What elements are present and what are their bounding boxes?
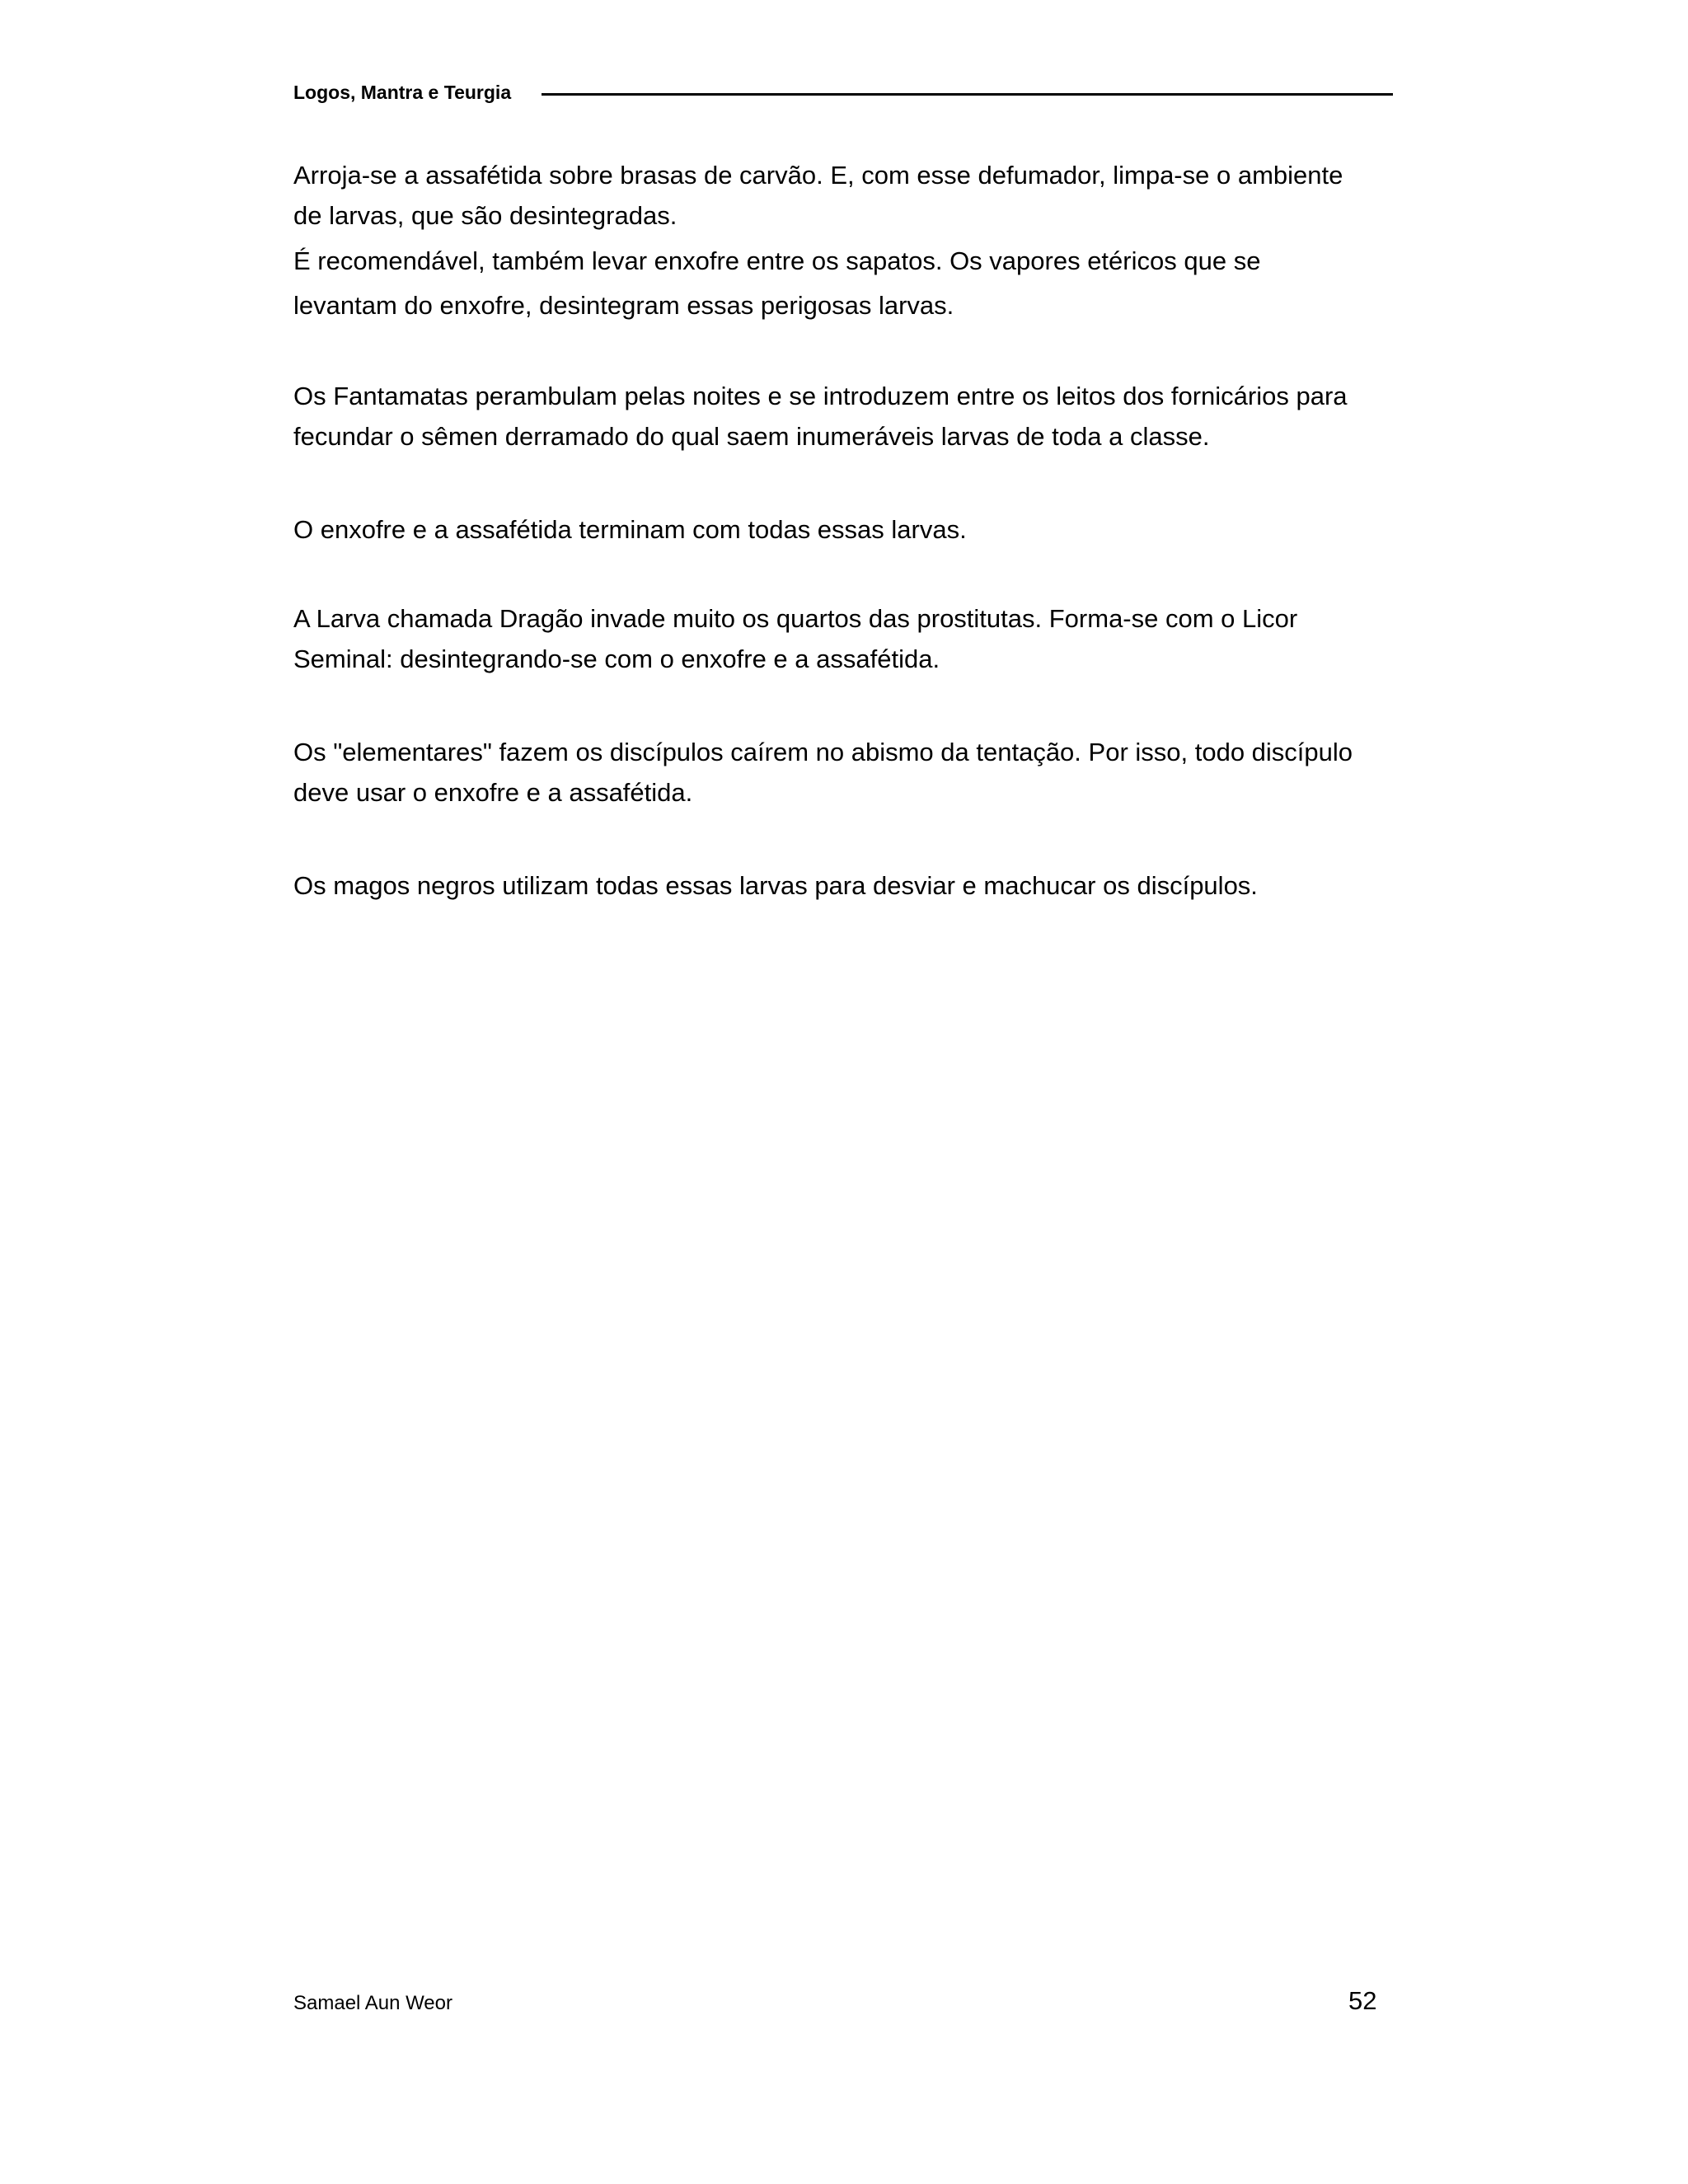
paragraph: Os Fantamatas perambulam pelas noites e se introduzem entre os leitos dos fornicários para fecundar o sêmen derramado do qual saem inumeráveis larvas de toda a classe. — [293, 382, 1348, 451]
paragraph: Os "elementares" fazem os discípulos caírem no abismo da tentação. Por isso, todo discípulo deve usar o enxofre e a assafétida. — [293, 738, 1353, 807]
header-rule — [542, 93, 1393, 96]
paragraph: É recomendável, também levar enxofre entre os sapatos. Os vapores etéricos que se levantam do enxofre, desintegram essas perigosas larvas. — [293, 246, 1261, 320]
page-number: 52 — [1348, 1986, 1377, 2015]
page-body — [293, 155, 1357, 906]
paragraph: A Larva chamada Dragão invade muito os quartos das prostitutas. Forma-se com o Licor Seminal: desintegrando-se com o enxofre e a assafétida. — [293, 604, 1298, 673]
header-title: Logos, Mantra e Teurgia — [293, 81, 512, 103]
paragraph: Os magos negros utilizam todas essas larvas para desviar e machucar os discípulos. — [293, 871, 1258, 900]
footer-author: Samael Aun Weor — [293, 1992, 452, 2014]
paragraph: O enxofre e a assafétida terminam com todas essas larvas. — [293, 515, 967, 544]
running-header — [293, 76, 1393, 109]
paragraph: Arroja-se a assafétida sobre brasas de carvão. E, com esse defumador, limpa-se o ambiente de larvas, que são desintegradas. — [293, 161, 1343, 230]
